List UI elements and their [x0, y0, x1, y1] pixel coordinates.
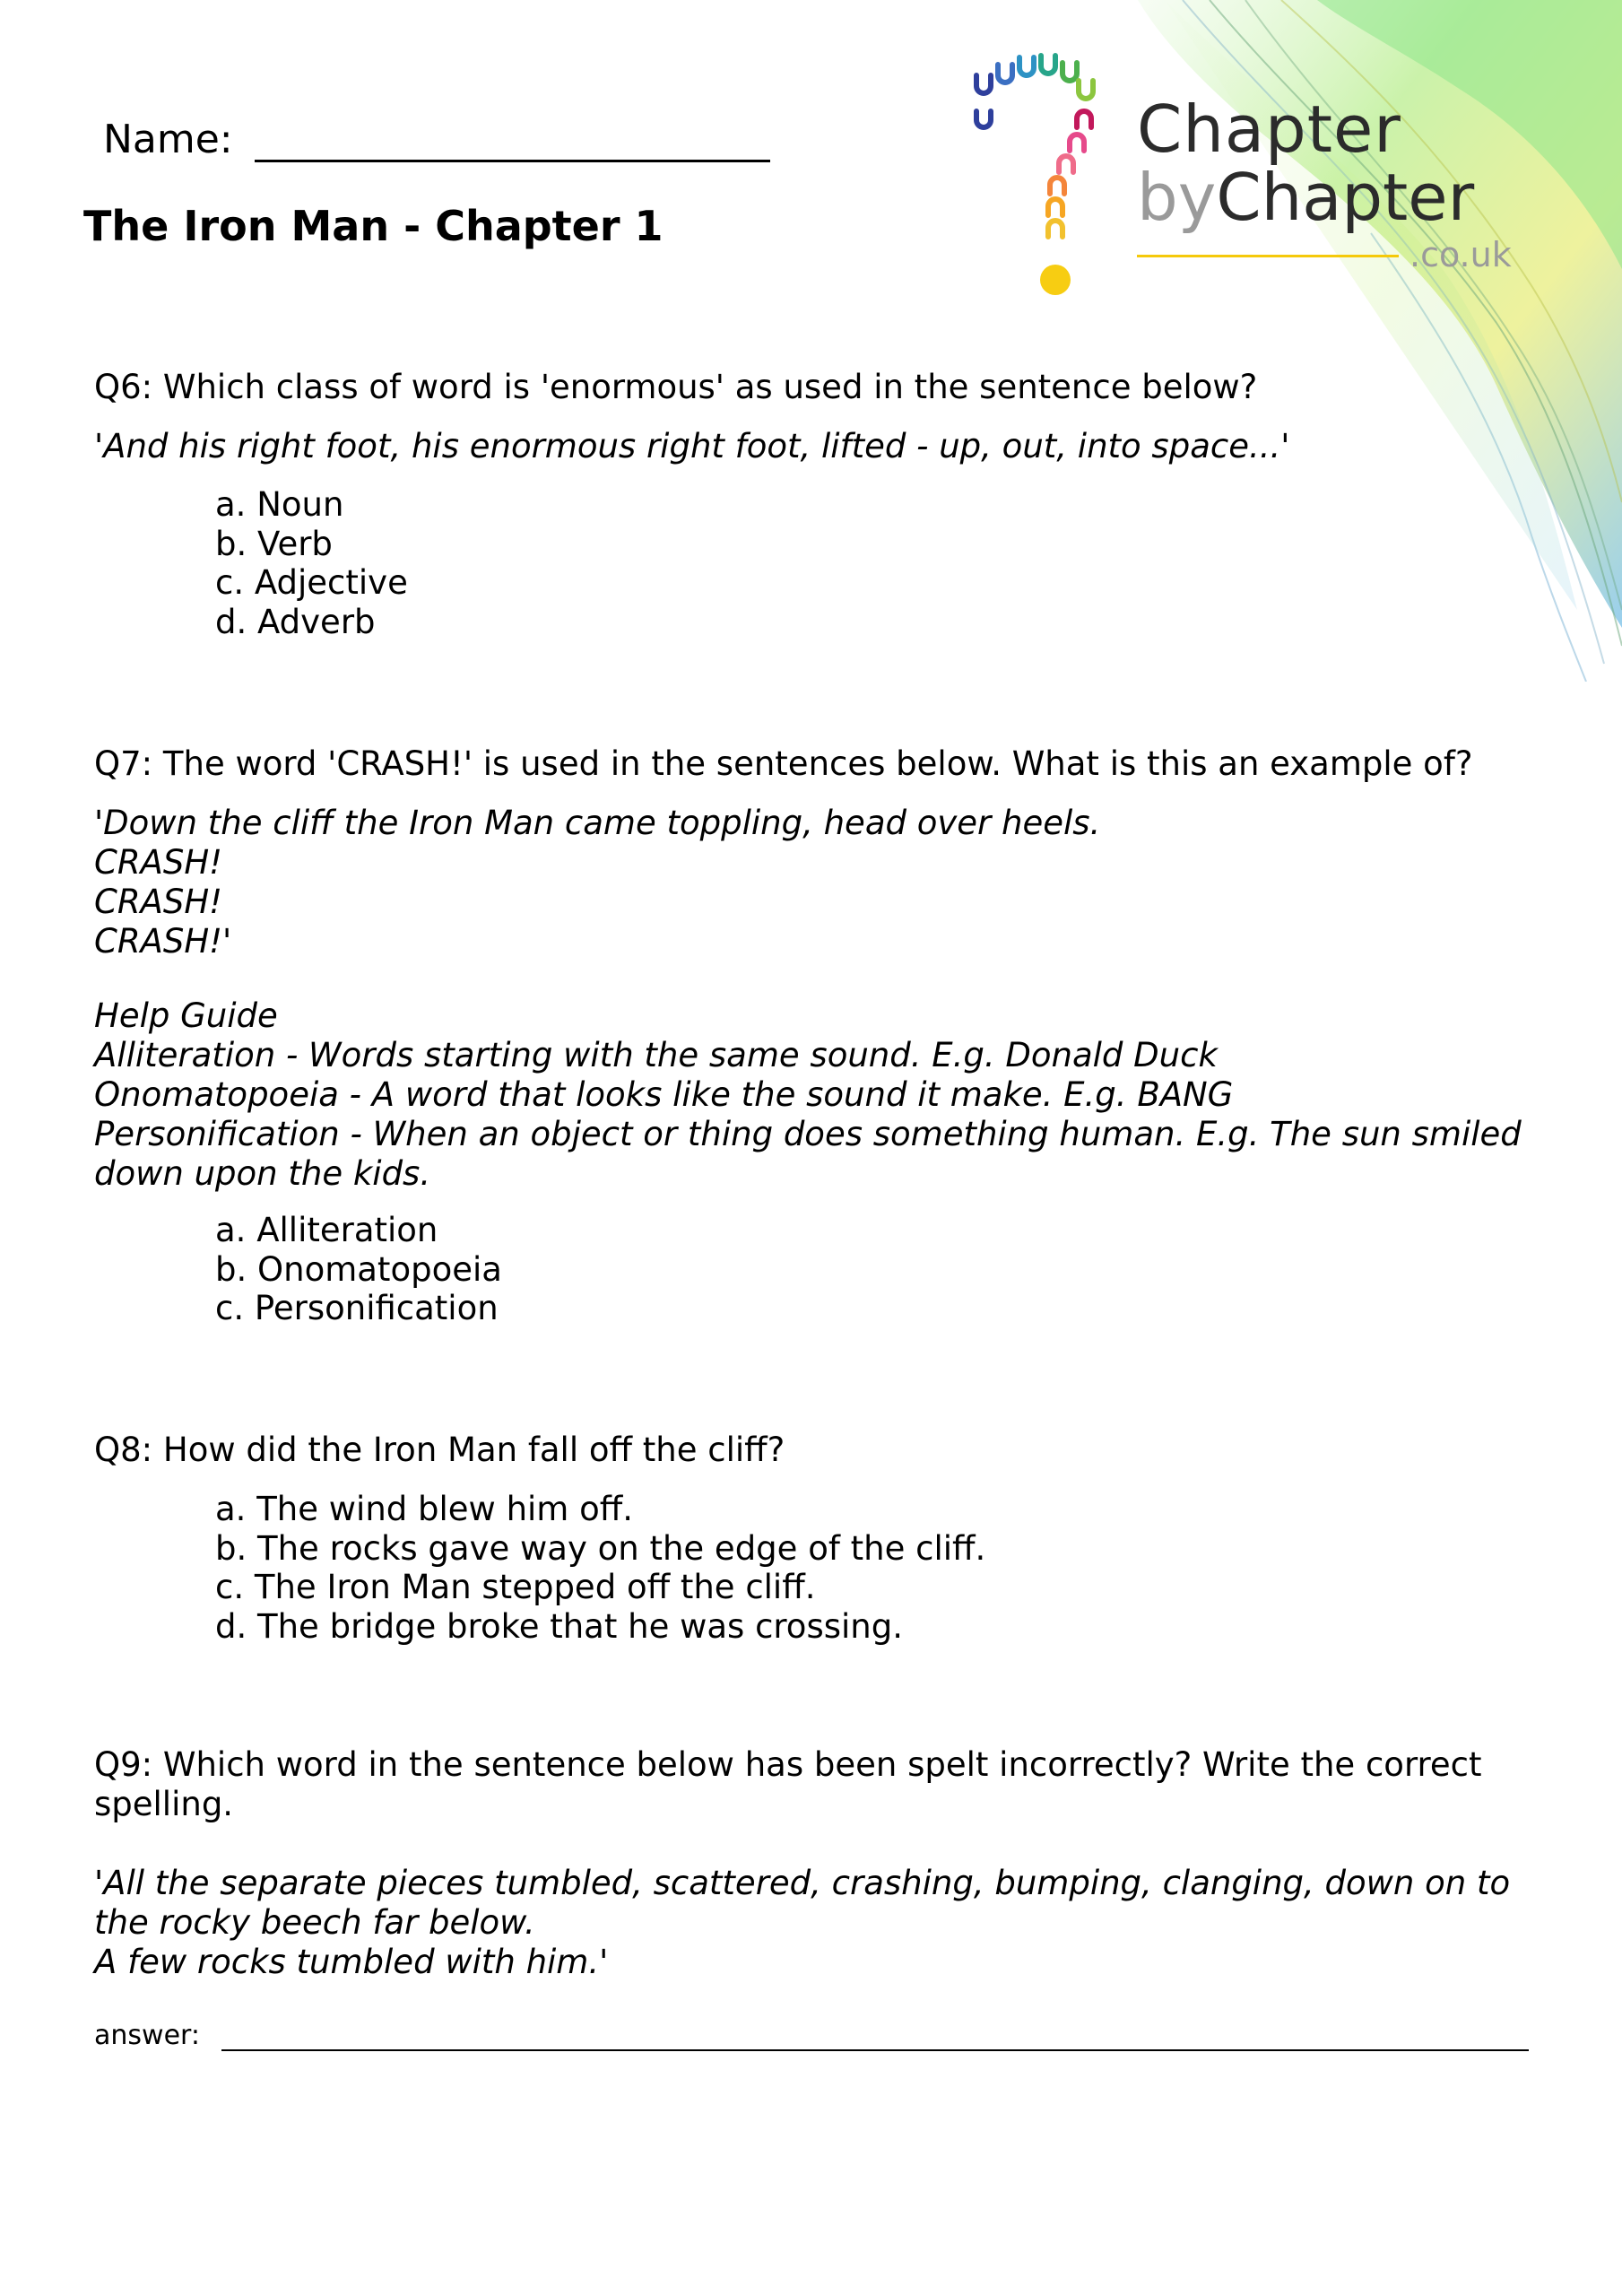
q7-help-line: Onomatopoeia - A word that looks like the sound it make. E.g. BANG	[94, 1075, 1234, 1114]
q7-help-line: Alliteration - Words starting with the same sound. E.g. Donald Duck	[94, 1036, 1218, 1074]
answer-write-line[interactable]	[221, 2033, 1529, 2051]
q8-options	[215, 1490, 985, 1646]
logo-by: by	[1137, 160, 1217, 235]
q8-question: Q8: How did the Iron Man fall off the cliff?	[94, 1431, 785, 1469]
q7-help-title: Help Guide	[94, 996, 278, 1035]
name-write-line[interactable]	[255, 118, 770, 162]
q7-quote	[94, 804, 1547, 961]
q9-quote-line: 'All the separate pieces tumbled, scattered, crashing, bumping, clanging, down on to the rocky beech far below.	[94, 1864, 1511, 1942]
q6-option[interactable]: b. Verb	[215, 524, 333, 563]
q7-quote-line: CRASH!	[94, 883, 222, 921]
answer-label: answer:	[94, 2020, 200, 2051]
q7-question: Q7: The word 'CRASH!' is used in the sentences below. What is this an example of?	[94, 744, 1473, 783]
q6-question: Q6: Which class of word is 'enormous' as used in the sentence below?	[94, 368, 1258, 406]
q9-answer-row	[94, 2020, 1529, 2051]
q6-option[interactable]: d. Adverb	[215, 602, 376, 641]
q9-quote	[94, 1864, 1529, 1982]
name-field-row	[103, 117, 770, 162]
logo-line-2	[1137, 160, 1475, 235]
name-label: Name:	[103, 117, 233, 162]
q7-quote-line: CRASH!'	[94, 922, 232, 961]
logo-domain: .co.uk	[1409, 235, 1512, 274]
q8-option[interactable]: d. The bridge broke that he was crossing.	[215, 1606, 903, 1646]
q9-quote-line: A few rocks tumbled with him.'	[94, 1943, 609, 1981]
q6-quote: 'And his right foot, his enormous right foot, lifted - up, out, into space...'	[94, 427, 1290, 465]
logo-chapter: Chapter	[1216, 160, 1475, 235]
q7-option[interactable]: b. Onomatopoeia	[215, 1249, 502, 1289]
logo-wordmark	[1137, 91, 1475, 235]
q6-options	[215, 485, 408, 641]
page-title: The Iron Man - Chapter 1	[83, 202, 664, 250]
q7-options	[215, 1211, 502, 1328]
q7-quote-line: CRASH!	[94, 843, 222, 882]
q8-option[interactable]: c. The Iron Man stepped off the cliff.	[215, 1568, 816, 1606]
q7-help-line: Personification - When an object or thing does something human. E.g. The sun smiled down upon the kids.	[94, 1115, 1522, 1193]
q7-quote-line: 'Down the cliff the Iron Man came toppling, head over heels.	[94, 804, 1101, 842]
q9-question: Q9: Which word in the sentence below has been spelt incorrectly? Write the correct spelling.	[94, 1745, 1482, 1823]
q6-option[interactable]: c. Adjective	[215, 563, 408, 602]
logo-underline	[1137, 255, 1399, 257]
q8-option[interactable]: b. The rocks gave way on the edge of the cliff.	[215, 1528, 986, 1568]
q8-option[interactable]: a. The wind blew him off.	[215, 1490, 633, 1528]
q6-option[interactable]: a. Noun	[215, 485, 344, 524]
logo-line-1: Chapter	[1137, 91, 1401, 167]
q7-help-guide	[94, 996, 1538, 1194]
q7-option[interactable]: c. Personification	[215, 1289, 499, 1327]
q7-option[interactable]: a. Alliteration	[215, 1211, 438, 1249]
